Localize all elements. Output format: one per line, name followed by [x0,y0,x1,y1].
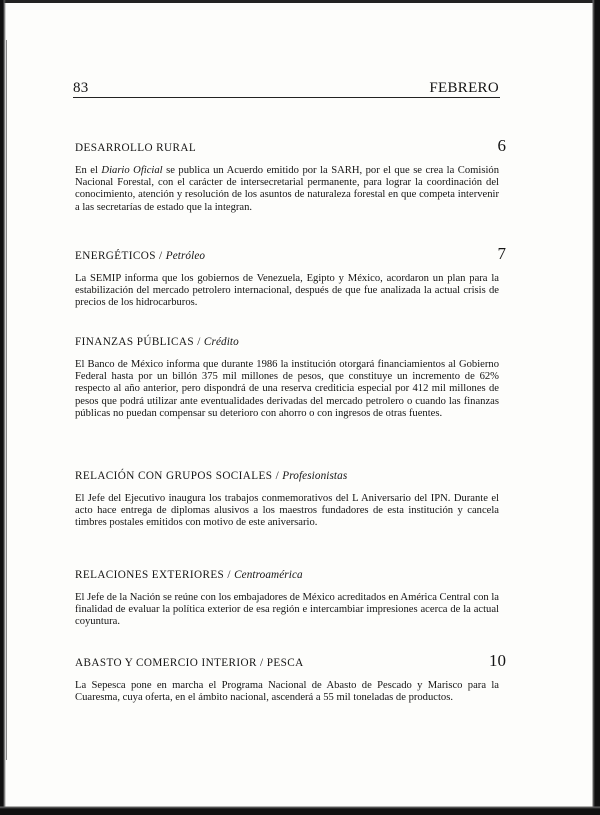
entry-abasto-comercio-interior [75,651,506,704]
entry-body: El Banco de México informa que durante 1986 la institución otorgará financiamientos al Gobierno Federal hasta por un billón 375 mil millones de pesos, que constituye un incremento de 62% respecto al año anterior, pero dispondrá de una reserva crediticia especial por 412 mil millones de pesos que podrá utilizar ante eventualidades derivadas del mercado petrolero o cuando las finanzas públicas no puedan compensar su deterioro con ahorro o con ingresos de otras fuentes. [75,359,499,419]
scan-edge-bottom [0,806,600,815]
entry-energeticos [75,244,506,310]
entry-body: La Sepesca pone en marcha el Programa Nacional de Abasto de Pescado y Marisco para la Cuaresma, cuya oferta, en el ámbito nacional, ascenderá a 55 mil toneladas de productos. [75,680,499,704]
entry-body-text: se publica un Acuerdo emitido por la SARH, por el que se crea la Comisión Nacional Forestal, con el carácter de intersecretarial permanente, para lograr la coordinación del conocimiento, atención y resolución de los asuntos de naturaleza forestal en que competa intervenir a las secretarías de estado que la integran. [75,165,499,213]
day-number: 6 [497,136,506,155]
scan-edge-left-line [6,40,7,760]
entry-heading [75,141,499,155]
entry-finanzas-publicas [75,335,499,420]
entry-relacion-grupos-sociales [75,469,499,530]
entry-subcategory: Profesionistas [282,470,348,482]
scan-edge-top [0,0,600,3]
entry-body-italic: Diario Oficial [101,165,163,176]
entry-body: La SEMIP informa que los gobiernos de Venezuela, Egipto y México, acordaron un plan para la estabilización del mercado petrolero internacional, después de que fue analizada la actual crisis de precios de los hidrocarburos. [75,273,499,309]
entry-relaciones-exteriores [75,568,499,629]
entry-subcategory: Crédito [203,336,239,348]
entry-category: ABASTO Y COMERCIO INTERIOR / PESCA [75,657,304,669]
entry-subcategory: Centroamérica [234,569,303,581]
entry-body: El Jefe del Ejecutivo inaugura los trabajos conmemorativos del L Aniversario del IPN. Durante el acto hace entrega de diplomas alusivos a los maestros fundadores de esta institución y cancela timbres postales emitidos con motivo de este aniversario. [75,493,499,529]
page-number: 83 [73,80,89,96]
entry-body [75,165,499,214]
entry-subcategory: Petróleo [165,250,206,262]
entry-heading [75,568,499,582]
entry-category: RELACIONES EXTERIORES / [75,569,231,581]
day-number: 7 [497,244,506,263]
entry-desarrollo-rural [75,136,506,214]
entry-body-text: En el [75,165,102,176]
running-head [73,80,499,98]
entry-category: DESARROLLO RURAL [75,142,197,154]
entry-heading [75,249,499,263]
entry-category: FINANZAS PÚBLICAS / [75,336,201,348]
entry-heading [75,335,499,349]
entry-category: ENERGÉTICOS / [75,250,163,262]
day-number: 10 [489,651,506,670]
entry-body: El Jefe de la Nación se reúne con los embajadores de México acreditados en América Central con la finalidad de evaluar la política exterior de esa región e intercambiar impresiones acerca de la actual coyuntura. [75,592,499,628]
month-heading: FEBRERO [429,80,499,96]
entry-heading [75,469,499,483]
entry-heading [75,656,499,670]
entry-category: RELACIÓN CON GRUPOS SOCIALES / [75,470,280,482]
scan-edge-right [592,0,600,815]
header-rule [73,97,500,98]
